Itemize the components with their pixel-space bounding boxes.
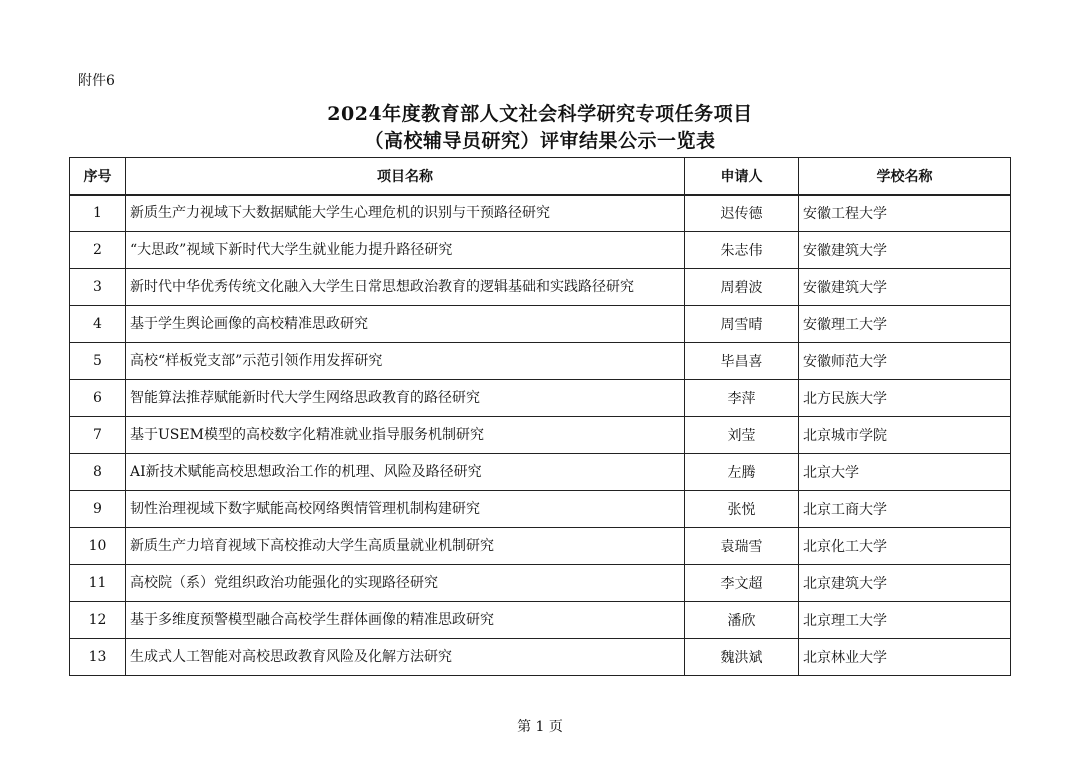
row-project-name: 基于多维度预警模型融合高校学生群体画像的精准思政研究 — [126, 602, 685, 639]
row-seq: 11 — [70, 565, 126, 602]
row-seq: 12 — [70, 602, 126, 639]
row-school-name: 北京理工大学 — [799, 602, 1011, 639]
table-row — [70, 602, 1011, 639]
row-applicant: 周碧波 — [685, 269, 799, 306]
row-project-name: 高校院（系）党组织政治功能强化的实现路径研究 — [126, 565, 685, 602]
document-title: 2024年度教育部人文社会科学研究专项任务项目 — [327, 103, 753, 125]
row-applicant: 张悦 — [685, 491, 799, 528]
row-project-name: 智能算法推荐赋能新时代大学生网络思政教育的路径研究 — [126, 380, 685, 417]
row-seq: 7 — [70, 417, 126, 454]
row-school-name: 安徽师范大学 — [799, 343, 1011, 380]
row-school-name: 北京林业大学 — [799, 639, 1011, 676]
table-row — [70, 417, 1011, 454]
row-seq: 3 — [70, 269, 126, 306]
header-applicant: 申请人 — [685, 158, 799, 195]
row-applicant: 左腾 — [685, 454, 799, 491]
table-row — [70, 491, 1011, 528]
row-project-name: 新时代中华优秀传统文化融入大学生日常思想政治教育的逻辑基础和实践路径研究 — [126, 269, 685, 306]
table-row — [70, 639, 1011, 676]
row-project-name: 基于学生舆论画像的高校精准思政研究 — [126, 306, 685, 343]
row-applicant: 李文超 — [685, 565, 799, 602]
table-row — [70, 306, 1011, 343]
row-school-name: 北京工商大学 — [799, 491, 1011, 528]
table-row — [70, 343, 1011, 380]
table-row — [70, 232, 1011, 269]
row-project-name: 新质生产力视域下大数据赋能大学生心理危机的识别与干预路径研究 — [126, 195, 685, 232]
row-applicant: 潘欣 — [685, 602, 799, 639]
row-school-name: 北京大学 — [799, 454, 1011, 491]
row-school-name: 北京城市学院 — [799, 417, 1011, 454]
header-school-name: 学校名称 — [799, 158, 1011, 195]
row-project-name: 基于USEM模型的高校数字化精准就业指导服务机制研究 — [126, 417, 685, 454]
row-seq: 8 — [70, 454, 126, 491]
attachment-label: 附件6 — [78, 73, 115, 89]
row-applicant: 毕昌喜 — [685, 343, 799, 380]
header-project-name: 项目名称 — [126, 158, 685, 195]
row-school-name: 安徽建筑大学 — [799, 269, 1011, 306]
row-seq: 13 — [70, 639, 126, 676]
table-row — [70, 528, 1011, 565]
row-seq: 1 — [70, 195, 126, 232]
row-seq: 2 — [70, 232, 126, 269]
row-school-name: 安徽工程大学 — [799, 195, 1011, 232]
document-subtitle: （高校辅导员研究）评审结果公示一览表 — [364, 130, 716, 152]
row-school-name: 北京建筑大学 — [799, 565, 1011, 602]
row-seq: 9 — [70, 491, 126, 528]
table-row — [70, 380, 1011, 417]
table-row — [70, 454, 1011, 491]
row-project-name: 高校“样板党支部”示范引领作用发挥研究 — [126, 343, 685, 380]
row-seq: 4 — [70, 306, 126, 343]
row-applicant: 袁瑞雪 — [685, 528, 799, 565]
table-row — [70, 269, 1011, 306]
row-applicant: 迟传德 — [685, 195, 799, 232]
row-school-name: 安徽建筑大学 — [799, 232, 1011, 269]
row-applicant: 魏洪斌 — [685, 639, 799, 676]
header-seq: 序号 — [70, 158, 126, 195]
row-seq: 6 — [70, 380, 126, 417]
row-school-name: 北方民族大学 — [799, 380, 1011, 417]
row-project-name: 新质生产力培育视域下高校推动大学生高质量就业机制研究 — [126, 528, 685, 565]
row-project-name: 生成式人工智能对高校思政教育风险及化解方法研究 — [126, 639, 685, 676]
row-seq: 10 — [70, 528, 126, 565]
page-number: 第 1 页 — [517, 719, 563, 735]
table-header-row — [70, 158, 1011, 195]
row-applicant: 李萍 — [685, 380, 799, 417]
row-school-name: 北京化工大学 — [799, 528, 1011, 565]
row-applicant: 周雪晴 — [685, 306, 799, 343]
table-row — [70, 195, 1011, 232]
row-applicant: 刘莹 — [685, 417, 799, 454]
row-project-name: “大思政”视域下新时代大学生就业能力提升路径研究 — [126, 232, 685, 269]
row-project-name: AI新技术赋能高校思想政治工作的机理、风险及路径研究 — [126, 454, 685, 491]
results-table — [69, 157, 1011, 676]
row-school-name: 安徽理工大学 — [799, 306, 1011, 343]
table-row — [70, 565, 1011, 602]
row-seq: 5 — [70, 343, 126, 380]
row-project-name: 韧性治理视域下数字赋能高校网络舆情管理机制构建研究 — [126, 491, 685, 528]
row-applicant: 朱志伟 — [685, 232, 799, 269]
